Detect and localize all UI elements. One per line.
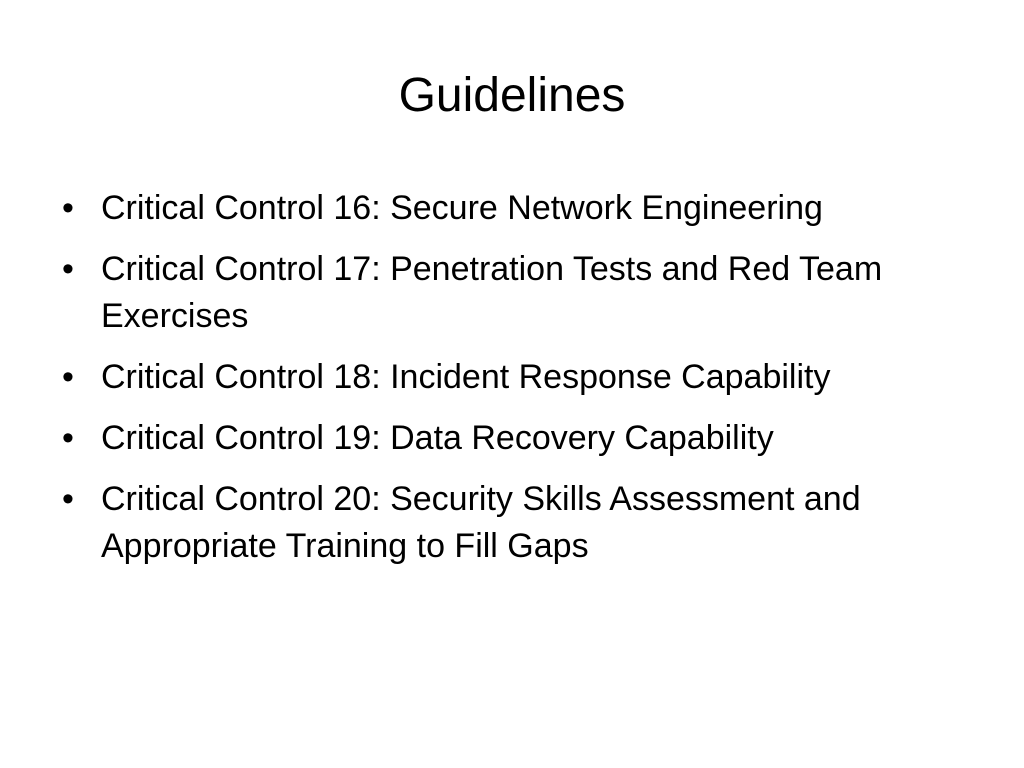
list-item-text: Critical Control 17: Penetration Tests and Red Team Exercises — [101, 250, 883, 335]
slide-title: Guidelines — [398, 69, 626, 122]
bullet-icon: • — [62, 358, 74, 396]
list-item — [62, 354, 962, 401]
bullet-icon: • — [62, 480, 74, 518]
list-item-text: Critical Control 19: Data Recovery Capability — [101, 419, 774, 457]
bullet-icon: • — [62, 189, 74, 227]
bullet-icon: • — [62, 250, 74, 288]
list-item-text: Critical Control 18: Incident Response Capability — [101, 358, 831, 396]
list-item-text: Critical Control 20: Security Skills Assessment and Appropriate Training to Fill Gaps — [101, 480, 861, 565]
list-item — [62, 415, 962, 462]
list-item — [62, 476, 962, 570]
bullet-icon: • — [62, 419, 74, 457]
bullet-list — [62, 185, 962, 584]
list-item — [62, 246, 962, 340]
list-item — [62, 185, 962, 232]
list-item-text: Critical Control 16: Secure Network Engineering — [101, 189, 823, 227]
